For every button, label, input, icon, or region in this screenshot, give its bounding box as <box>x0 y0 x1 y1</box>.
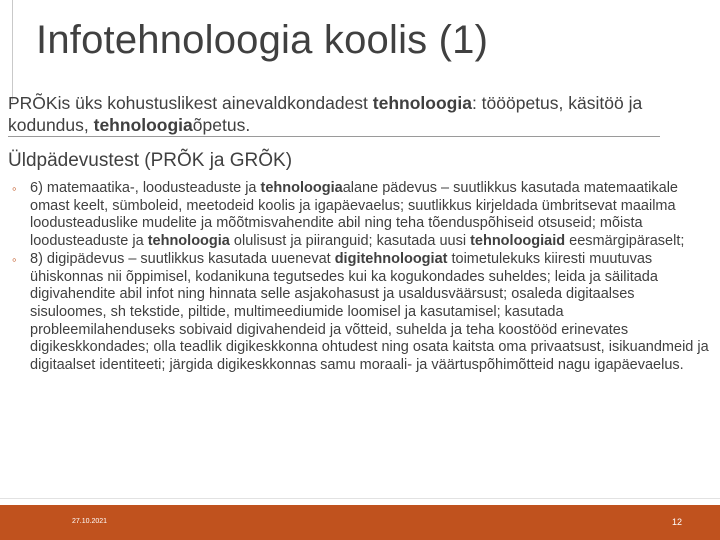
bullet-text: toimetulekuks kiiresti muutuvas ühiskonnas nii õppimisel, kodanikuna tegutsedes kui ka kogukondades suheldes; leida ja säilitada digivahendite abil infot ning hinnata selle asjakohasust ja usaldusväärsust; osaleda digitaalses sisuloomes, sh tekstide, piltide, multimeediumide loomisel ja kasutamisel; kasutada probleemilahenduseks sobivaid digivahendeid ja võtteid, suhelda ja teha koostööd erinevates digikeskkondades; olla teadlik digikeskkonna ohtudest ning osata kaitsta oma privaatsust, isikuandmeid ja digitaalset identiteeti; järgida digikeskkonnas samu moraali- ja väärtuspõhimõtteid nagu igapäevaelus. <box>30 250 709 374</box>
bullet-text: olulisust ja piiranguid; kasutada uusi <box>229 233 471 250</box>
bullet-marker-icon: ◦ <box>12 181 17 196</box>
bullet-text: 6) matemaatika-, loodusteaduste ja <box>30 180 261 196</box>
bullet-text-bold: tehnoloogia <box>260 180 343 196</box>
slide-title: Infotehnoloogia koolis (1) <box>36 18 489 62</box>
list-item <box>12 251 712 375</box>
intro-paragraph <box>8 92 698 136</box>
bullet-list <box>12 180 712 375</box>
intro-text: õpetus. <box>192 115 251 135</box>
bullet-text: 8) digipädevus – suutlikkus kasutada uuenevat <box>30 250 335 267</box>
bullet-text: alane pädevus – suutlikkus kasutada matemaatikale omast keelt, sümboleid, meetodeid koolis ja igapäevaelus; suutlikkus kirjeldada ümbritsevat maailma loodusteaduslike mudelite ja mõõtmisvahendite abil ning teha tõenduspõhiseid otsuseid; mõista loodusteaduste ja <box>30 180 678 250</box>
intro-text-bold: tehnoloogia <box>372 93 472 113</box>
bullet-text-bold: tehnoloogia <box>147 233 230 250</box>
footer-bar <box>0 505 720 540</box>
subheading: Üldpädevustest (PRÕK ja GRÕK) <box>8 150 293 171</box>
intro-text: : töööpetus, käsitöö ja kodundus, <box>8 93 643 135</box>
list-item <box>12 180 712 251</box>
left-accent-rule <box>12 0 13 102</box>
intro-text: PRÕKis üks kohustuslikest ainevaldkondadest <box>8 93 373 113</box>
page-number: 12 <box>671 517 682 527</box>
intro-text-bold: tehnoloogia <box>93 115 193 135</box>
footer-divider <box>0 498 720 499</box>
bullet-text-bold: tehnoloogiaid <box>470 233 566 250</box>
bullet-text: eesmärgipäraselt; <box>565 233 685 250</box>
bullet-text-bold: digitehnoloogiat <box>334 250 448 267</box>
footer-date: 27.10.2021 <box>72 518 108 525</box>
bullet-marker-icon: ◦ <box>12 251 17 267</box>
intro-divider <box>8 136 660 137</box>
